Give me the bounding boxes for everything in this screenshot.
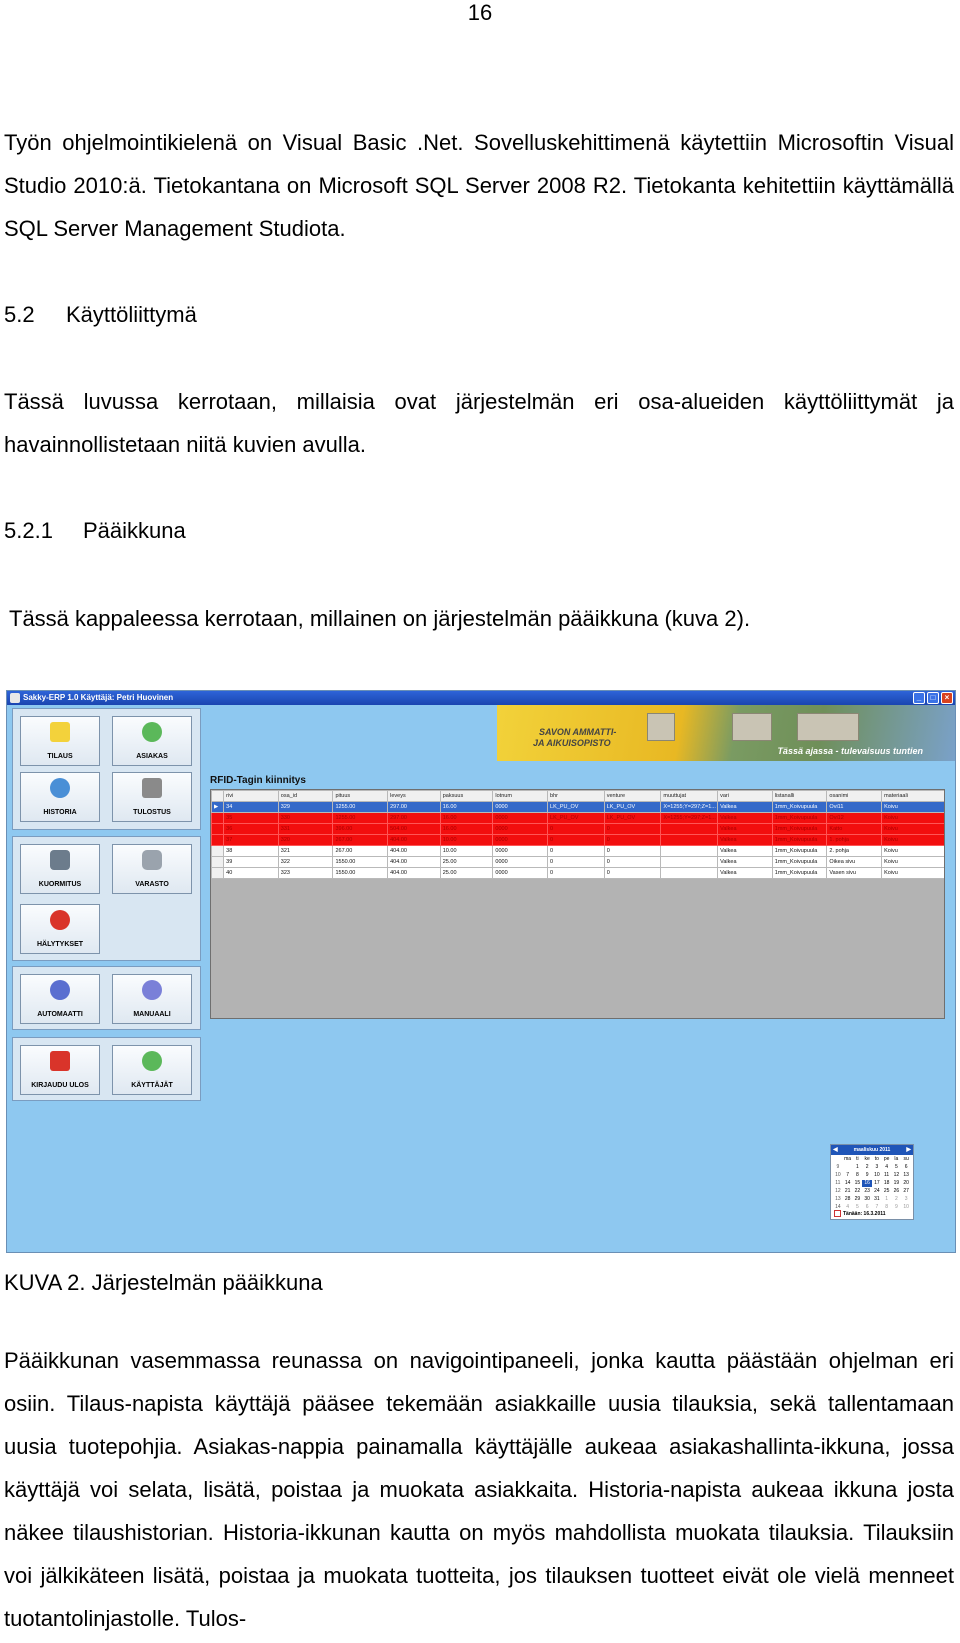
grid-cell[interactable]: 0 — [548, 846, 605, 857]
grid-cell[interactable]: Valkea — [718, 857, 773, 868]
grid-cell[interactable]: 1. pohja — [827, 835, 882, 846]
calendar-week-number: 10 — [835, 1172, 841, 1178]
maximize-button[interactable]: □ — [927, 692, 939, 704]
grid-column-header[interactable]: rivi — [224, 791, 279, 802]
nav-group-mode — [12, 966, 201, 1030]
grid-cell[interactable]: 0000 — [493, 835, 548, 846]
calendar-day[interactable]: 29 — [854, 1196, 861, 1202]
table-row[interactable] — [212, 846, 946, 857]
tulostus-label: TULOSTUS — [133, 809, 171, 816]
table-row[interactable] — [212, 835, 946, 846]
calendar-day[interactable]: 1 — [855, 1164, 859, 1170]
historia-button[interactable] — [20, 772, 100, 822]
calendar-day[interactable]: 2 — [894, 1196, 898, 1202]
calendar-today[interactable] — [834, 1210, 886, 1217]
calendar-day[interactable]: 19 — [893, 1180, 900, 1186]
grid-column-header[interactable]: vari — [718, 791, 773, 802]
calendar-day[interactable]: 14 — [844, 1180, 851, 1186]
body-paragraph: Pääikkunan vasemmassa reunassa on navigointipaneeli, jonka kautta päästään ohjelman eri osiin. Tilaus-napista käyttäjä pääsee tekemään asiakkaille uusia tilauksia, sekä tallentamaan uusia tuotepohjia. Asiakas-nappia painamalla käyttäjälle aukeaa asiakashallinta-ikkuna, jossa käyttäjä voi selata, lisätä, poistaa ja muokata asiakkaita. Historia-napista aukeaa ikkuna josta näkee tilaushistorian. Historia-ikkunan kautta on myös mahdollista muokata tilauksia. Tilauksiin voi jälkikäteen lisätä, poistaa ja muokata tuotteita, jos tilauksen tuotteet eivät ole vielä menneet tuotantolinjastolle. Tulos- — [4, 1348, 954, 1631]
automaatti-button[interactable] — [20, 974, 100, 1024]
manuaali-label: MANUAALI — [133, 1011, 171, 1018]
section-title: Käyttöliittymä — [66, 302, 197, 327]
grid-cell[interactable]: 16.00 — [440, 802, 493, 813]
grid-cell[interactable] — [661, 835, 718, 846]
calendar-day[interactable]: 31 — [874, 1196, 880, 1202]
main-window-screenshot — [6, 690, 956, 1253]
calendar-day[interactable]: 12 — [893, 1172, 900, 1178]
grid-cell[interactable]: 1mm_Koivupuula — [772, 835, 827, 846]
grid-cell[interactable]: 1mm_Koivupuula — [772, 857, 827, 868]
calendar-day[interactable]: 9 — [894, 1204, 898, 1210]
grid-cell[interactable]: Koivu — [882, 813, 945, 824]
window-title: Sakky-ERP 1.0 Käyttäjä: Petri Huovinen — [23, 693, 174, 702]
calendar-day[interactable]: 2 — [865, 1164, 869, 1170]
calendar-day[interactable]: 6 — [904, 1164, 908, 1170]
grid-cell[interactable]: Koivu — [882, 802, 945, 813]
calendar-day[interactable]: 20 — [903, 1180, 909, 1186]
grid-cell[interactable]: 16.00 — [440, 824, 493, 835]
grid-cell[interactable]: 404.00 — [388, 846, 441, 857]
grid-cell[interactable]: 36 — [224, 824, 279, 835]
tulostus-button[interactable] — [112, 772, 192, 822]
customer-icon — [142, 722, 162, 742]
calendar-day[interactable]: 8 — [885, 1204, 889, 1210]
calendar-today-label: Tänään: 16.3.2011 — [843, 1210, 886, 1217]
window-controls — [913, 692, 953, 704]
calendar-day[interactable]: 6 — [865, 1204, 869, 1210]
section-5-2-text: Tässä luvussa kerrotaan, millaisia ovat järjestelmän eri osa-alueiden käyttöliittymät ja havainnollistetaan niitä kuvien avulla. — [4, 389, 954, 457]
grid-cell[interactable]: Valkea — [718, 835, 773, 846]
grid-column-header[interactable]: leveys — [388, 791, 441, 802]
app-icon — [10, 693, 20, 703]
grid-cell[interactable]: Koivu — [882, 857, 945, 868]
calendar-day[interactable]: 7 — [875, 1204, 879, 1210]
wrench-icon — [50, 850, 70, 870]
historia-label: HISTORIA — [43, 809, 77, 816]
grid-cell[interactable]: LK_PU_OV — [548, 813, 605, 824]
grid-cell[interactable]: 0000 — [493, 857, 548, 868]
table-row[interactable] — [212, 857, 946, 868]
grid-cell[interactable] — [661, 824, 718, 835]
calendar-day[interactable]: 7 — [846, 1172, 850, 1178]
calendar-day-header: su — [903, 1156, 909, 1162]
grid-cell[interactable]: 38 — [224, 846, 279, 857]
grid-cell[interactable]: Vasen sivu — [827, 868, 882, 879]
varasto-label: VARASTO — [135, 881, 169, 888]
calendar-day-header: ke — [864, 1156, 870, 1162]
grid-cell[interactable]: 25.00 — [440, 857, 493, 868]
grid-column-header[interactable]: venture — [604, 791, 661, 802]
calendar-day[interactable]: 5 — [894, 1164, 898, 1170]
row-header[interactable] — [212, 846, 224, 857]
grid-cell[interactable]: 34 — [224, 802, 279, 813]
calendar-day[interactable]: 23 — [864, 1188, 870, 1194]
calendar-day[interactable]: 21 — [844, 1188, 851, 1194]
grid-column-header[interactable]: bhr — [548, 791, 605, 802]
grid-cell[interactable]: Katto — [827, 824, 882, 835]
grid-cell[interactable]: 10.00 — [440, 835, 493, 846]
school-banner — [497, 705, 955, 761]
calendar-day-header: to — [874, 1156, 879, 1162]
grid-cell[interactable]: 396.00 — [333, 824, 388, 835]
page-number: 16 — [467, 0, 493, 25]
grid-cell[interactable]: 40 — [224, 868, 279, 879]
stop-icon — [142, 980, 162, 1000]
grid-cell[interactable]: 0 — [548, 824, 605, 835]
grid-cell[interactable] — [661, 846, 718, 857]
grid-cell[interactable]: 404.00 — [388, 868, 441, 879]
prev-month-icon[interactable]: ◀ — [833, 1147, 838, 1153]
grid-cell[interactable]: 504.00 — [388, 824, 441, 835]
grid-cell[interactable]: 1mm_Koivupuula — [772, 868, 827, 879]
users-icon — [142, 1051, 162, 1071]
grid-cell[interactable]: X=1255;Y=297;Z=1... — [661, 802, 718, 813]
table-row[interactable] — [212, 802, 946, 813]
calendar-day-header: ma — [844, 1156, 852, 1162]
table-row[interactable] — [212, 824, 946, 835]
row-header[interactable] — [212, 857, 224, 868]
grid-cell[interactable]: 0 — [548, 835, 605, 846]
grid-cell[interactable]: 267.00 — [333, 835, 388, 846]
kayttajat-label: KÄYTTÄJÄT — [131, 1082, 173, 1089]
calendar-day[interactable]: 28 — [844, 1196, 851, 1202]
grid-cell[interactable]: Koivu — [882, 868, 945, 879]
next-month-icon[interactable]: ▶ — [906, 1147, 911, 1153]
calendar-day[interactable]: 10 — [874, 1172, 880, 1178]
calendar-day[interactable]: 3 — [875, 1164, 879, 1170]
kuormitus-label: KUORMITUS — [38, 881, 82, 888]
grid-cell[interactable]: 39 — [224, 857, 279, 868]
grid-cell[interactable]: Valkea — [718, 824, 773, 835]
grid-cell[interactable]: 404.00 — [388, 835, 441, 846]
printer-icon — [142, 778, 162, 798]
grid-cell[interactable]: 0 — [548, 857, 605, 868]
kayttajat-button[interactable] — [112, 1045, 192, 1095]
grid-column-header[interactable]: osanimi — [827, 791, 882, 802]
nav-group-production — [12, 836, 201, 961]
tilaus-label: TILAUS — [47, 753, 73, 760]
grid-cell[interactable]: 0000 — [493, 813, 548, 824]
grid-cell[interactable]: 0000 — [493, 846, 548, 857]
grid-column-header[interactable]: lotnum — [493, 791, 548, 802]
grid-cell[interactable]: 0 — [604, 846, 661, 857]
grid-cell[interactable]: Koivu — [882, 835, 945, 846]
grid-cell[interactable]: 1255.00 — [333, 802, 388, 813]
calendar-day[interactable]: 4 — [846, 1204, 850, 1210]
grid-cell[interactable]: Valkea — [718, 813, 773, 824]
minimize-button[interactable]: _ — [913, 692, 925, 704]
section-number: 5.2.1 — [4, 518, 53, 543]
window-titlebar — [7, 691, 955, 705]
grid-column-header[interactable]: listanalli — [772, 791, 827, 802]
grid-cell[interactable]: Valkea — [718, 846, 773, 857]
calendar-day[interactable]: 3 — [904, 1196, 908, 1202]
grid-cell[interactable]: 0 — [604, 857, 661, 868]
grid-cell[interactable]: 37 — [224, 835, 279, 846]
grid-cell[interactable]: LK_PU_OV — [548, 802, 605, 813]
section-5-2-1-text: Tässä kappaleessa kerrotaan, millainen on järjestelmän pääikkuna (kuva 2). — [9, 606, 751, 631]
grid-cell[interactable]: 0000 — [493, 824, 548, 835]
figure-caption: KUVA 2. Järjestelmän pääikkuna — [4, 1270, 323, 1295]
banner-line-2: JA AIKUISOPISTO — [533, 738, 611, 748]
section-heading-5-2-1 — [4, 516, 186, 546]
calendar-day[interactable]: 27 — [903, 1188, 909, 1194]
banner-line-1: SAVON AMMATTI- — [539, 727, 617, 737]
grid-cell[interactable]: 297.00 — [388, 813, 441, 824]
grid-cell[interactable]: Ovi12 — [827, 813, 882, 824]
manuaali-button[interactable] — [112, 974, 192, 1024]
grid-cell[interactable]: 25.00 — [440, 868, 493, 879]
grid-cell[interactable]: Koivu — [882, 824, 945, 835]
varasto-button[interactable] — [112, 844, 192, 894]
grid-cell[interactable]: X=1255;Y=297;Z=1... — [661, 813, 718, 824]
grid-cell[interactable]: Ovi11 — [827, 802, 882, 813]
row-header[interactable] — [212, 835, 224, 846]
grid-cell[interactable] — [661, 857, 718, 868]
calendar-week-number: 11 — [835, 1180, 841, 1186]
grid-cell[interactable]: 0 — [604, 824, 661, 835]
grid-cell[interactable]: LK_PU_OV — [604, 802, 661, 813]
calendar-widget[interactable] — [830, 1144, 914, 1220]
grid-cell[interactable]: Koivu — [882, 846, 945, 857]
calendar-day[interactable]: 10 — [903, 1204, 909, 1210]
halytykset-label: HÄLYTYKSET — [36, 941, 84, 948]
calendar-day[interactable]: 8 — [855, 1172, 859, 1178]
rfid-data-grid[interactable] — [210, 789, 945, 1019]
grid-cell[interactable]: 331 — [278, 824, 333, 835]
rfid-table — [211, 790, 945, 879]
nav-group-session — [12, 1037, 201, 1101]
calendar-day[interactable]: 26 — [893, 1188, 900, 1194]
grid-cell[interactable]: 329 — [278, 802, 333, 813]
calendar-header — [831, 1145, 913, 1155]
grid-column-header[interactable]: osa_id — [278, 791, 333, 802]
section-number: 5.2 — [4, 302, 35, 327]
calendar-day[interactable]: 25 — [883, 1188, 890, 1194]
storage-icon — [142, 850, 162, 870]
grid-cell[interactable]: 297.00 — [388, 802, 441, 813]
play-icon — [50, 980, 70, 1000]
grid-column-header[interactable]: paksuus — [440, 791, 493, 802]
grid-cell[interactable]: 330 — [278, 813, 333, 824]
grid-header-row — [212, 791, 946, 802]
tilaus-button[interactable] — [20, 716, 100, 766]
grid-cell[interactable]: 1255.00 — [333, 813, 388, 824]
logout-icon — [50, 1051, 70, 1071]
history-magnifier-icon — [50, 778, 70, 798]
alarm-icon — [50, 910, 70, 930]
asiakas-label: ASIAKAS — [136, 753, 168, 760]
calendar-day[interactable]: 24 — [874, 1188, 880, 1194]
calendar-day[interactable]: 11 — [884, 1172, 890, 1178]
grid-cell[interactable]: LK_PU_OV — [604, 813, 661, 824]
banner-slogan: Tässä ajassa - tulevaisuus tuntien — [777, 746, 923, 756]
calendar-day[interactable] — [843, 1164, 853, 1171]
automaatti-label: AUTOMAATTI — [37, 1011, 83, 1018]
calendar-day-header — [833, 1156, 843, 1163]
calendar-day[interactable]: 9 — [865, 1172, 869, 1178]
nav-group-orders — [12, 708, 201, 830]
calendar-day[interactable]: 4 — [885, 1164, 889, 1170]
grid-column-header[interactable]: pituus — [333, 791, 388, 802]
calendar-day-header: la — [894, 1156, 899, 1162]
section-heading-5-2 — [4, 300, 197, 330]
grid-cell[interactable]: Oikea sivu — [827, 857, 882, 868]
calendar-day-header: pe — [883, 1156, 890, 1162]
grid-cell[interactable] — [661, 868, 718, 879]
row-header[interactable] — [212, 824, 224, 835]
calendar-day[interactable]: 22 — [854, 1188, 861, 1194]
calendar-day[interactable]: 15 — [854, 1180, 861, 1186]
grid-column-header[interactable]: materiaali — [882, 791, 945, 802]
calendar-day[interactable]: 5 — [855, 1204, 859, 1210]
asiakas-button[interactable] — [112, 716, 192, 766]
grid-cell[interactable]: Valkea — [718, 802, 773, 813]
grid-title: RFID-Tagin kiinnitys — [210, 775, 306, 786]
table-row[interactable] — [212, 868, 946, 879]
grid-cell[interactable]: 0 — [604, 868, 661, 879]
grid-cell[interactable]: 1mm_Koivupuula — [772, 824, 827, 835]
row-header[interactable] — [212, 868, 224, 879]
calendar-week-number: 12 — [835, 1188, 841, 1194]
calendar-week-number: 13 — [835, 1196, 841, 1202]
grid-cell[interactable]: 321 — [278, 846, 333, 857]
calendar-week-number: 14 — [835, 1204, 841, 1210]
grid-cell[interactable]: 1mm_Koivupuula — [772, 813, 827, 824]
grid-cell[interactable]: 320 — [278, 835, 333, 846]
grid-cell[interactable]: 267.00 — [333, 846, 388, 857]
calendar-day[interactable]: 1 — [885, 1196, 889, 1202]
grid-cell[interactable]: 322 — [278, 857, 333, 868]
table-row[interactable] — [212, 813, 946, 824]
row-header[interactable] — [212, 813, 224, 824]
grid-cell[interactable]: 1mm_Koivupuula — [772, 802, 827, 813]
grid-cell[interactable]: 323 — [278, 868, 333, 879]
calendar-day-header: ti — [856, 1156, 859, 1162]
kirjaudu-ulos-button[interactable] — [20, 1045, 100, 1095]
grid-cell[interactable]: 2. pohja — [827, 846, 882, 857]
grid-corner — [212, 791, 224, 802]
halytykset-button[interactable] — [20, 904, 100, 954]
grid-cell[interactable]: 0000 — [493, 868, 548, 879]
kirjaudu-ulos-label: KIRJAUDU ULOS — [31, 1082, 89, 1089]
grid-cell[interactable]: 0 — [604, 835, 661, 846]
section-title: Pääikkuna — [83, 518, 186, 543]
calendar-day[interactable]: 17 — [874, 1180, 880, 1186]
grid-cell[interactable]: 1mm_Koivupuula — [772, 846, 827, 857]
intro-paragraph: Työn ohjelmointikielenä on Visual Basic .Net. Sovelluskehittimenä käytettiin Microsoftin Visual Studio 2010:ä. Tietokantana on Microsoft SQL Server 2008 R2. Tietokanta kehitettiin käyttämällä SQL Server Management Studiota. — [4, 130, 954, 241]
grid-cell[interactable]: 10.00 — [440, 846, 493, 857]
calendar-day[interactable]: 18 — [883, 1180, 890, 1186]
grid-cell[interactable]: 1550.00 — [333, 868, 388, 879]
order-icon — [50, 722, 70, 742]
close-button[interactable]: × — [941, 692, 953, 704]
kuormitus-button[interactable] — [20, 844, 100, 894]
calendar-days — [831, 1155, 913, 1212]
calendar-day[interactable]: 16 — [862, 1180, 872, 1187]
grid-cell[interactable]: 16.00 — [440, 813, 493, 824]
current-row-indicator-icon[interactable]: ▶ — [212, 802, 224, 813]
grid-cell[interactable]: 0 — [548, 868, 605, 879]
grid-cell[interactable]: 0000 — [493, 802, 548, 813]
calendar-day[interactable]: 30 — [864, 1196, 870, 1202]
calendar-week-number: 9 — [836, 1164, 840, 1170]
calendar-month: maaliskuu 2011 — [853, 1147, 891, 1153]
grid-cell[interactable]: 404.00 — [388, 857, 441, 868]
grid-column-header[interactable]: muuttujat — [661, 791, 718, 802]
grid-cell[interactable]: 1550.00 — [333, 857, 388, 868]
calendar-day[interactable]: 13 — [903, 1172, 909, 1178]
grid-cell[interactable]: 35 — [224, 813, 279, 824]
grid-cell[interactable]: Valkea — [718, 868, 773, 879]
